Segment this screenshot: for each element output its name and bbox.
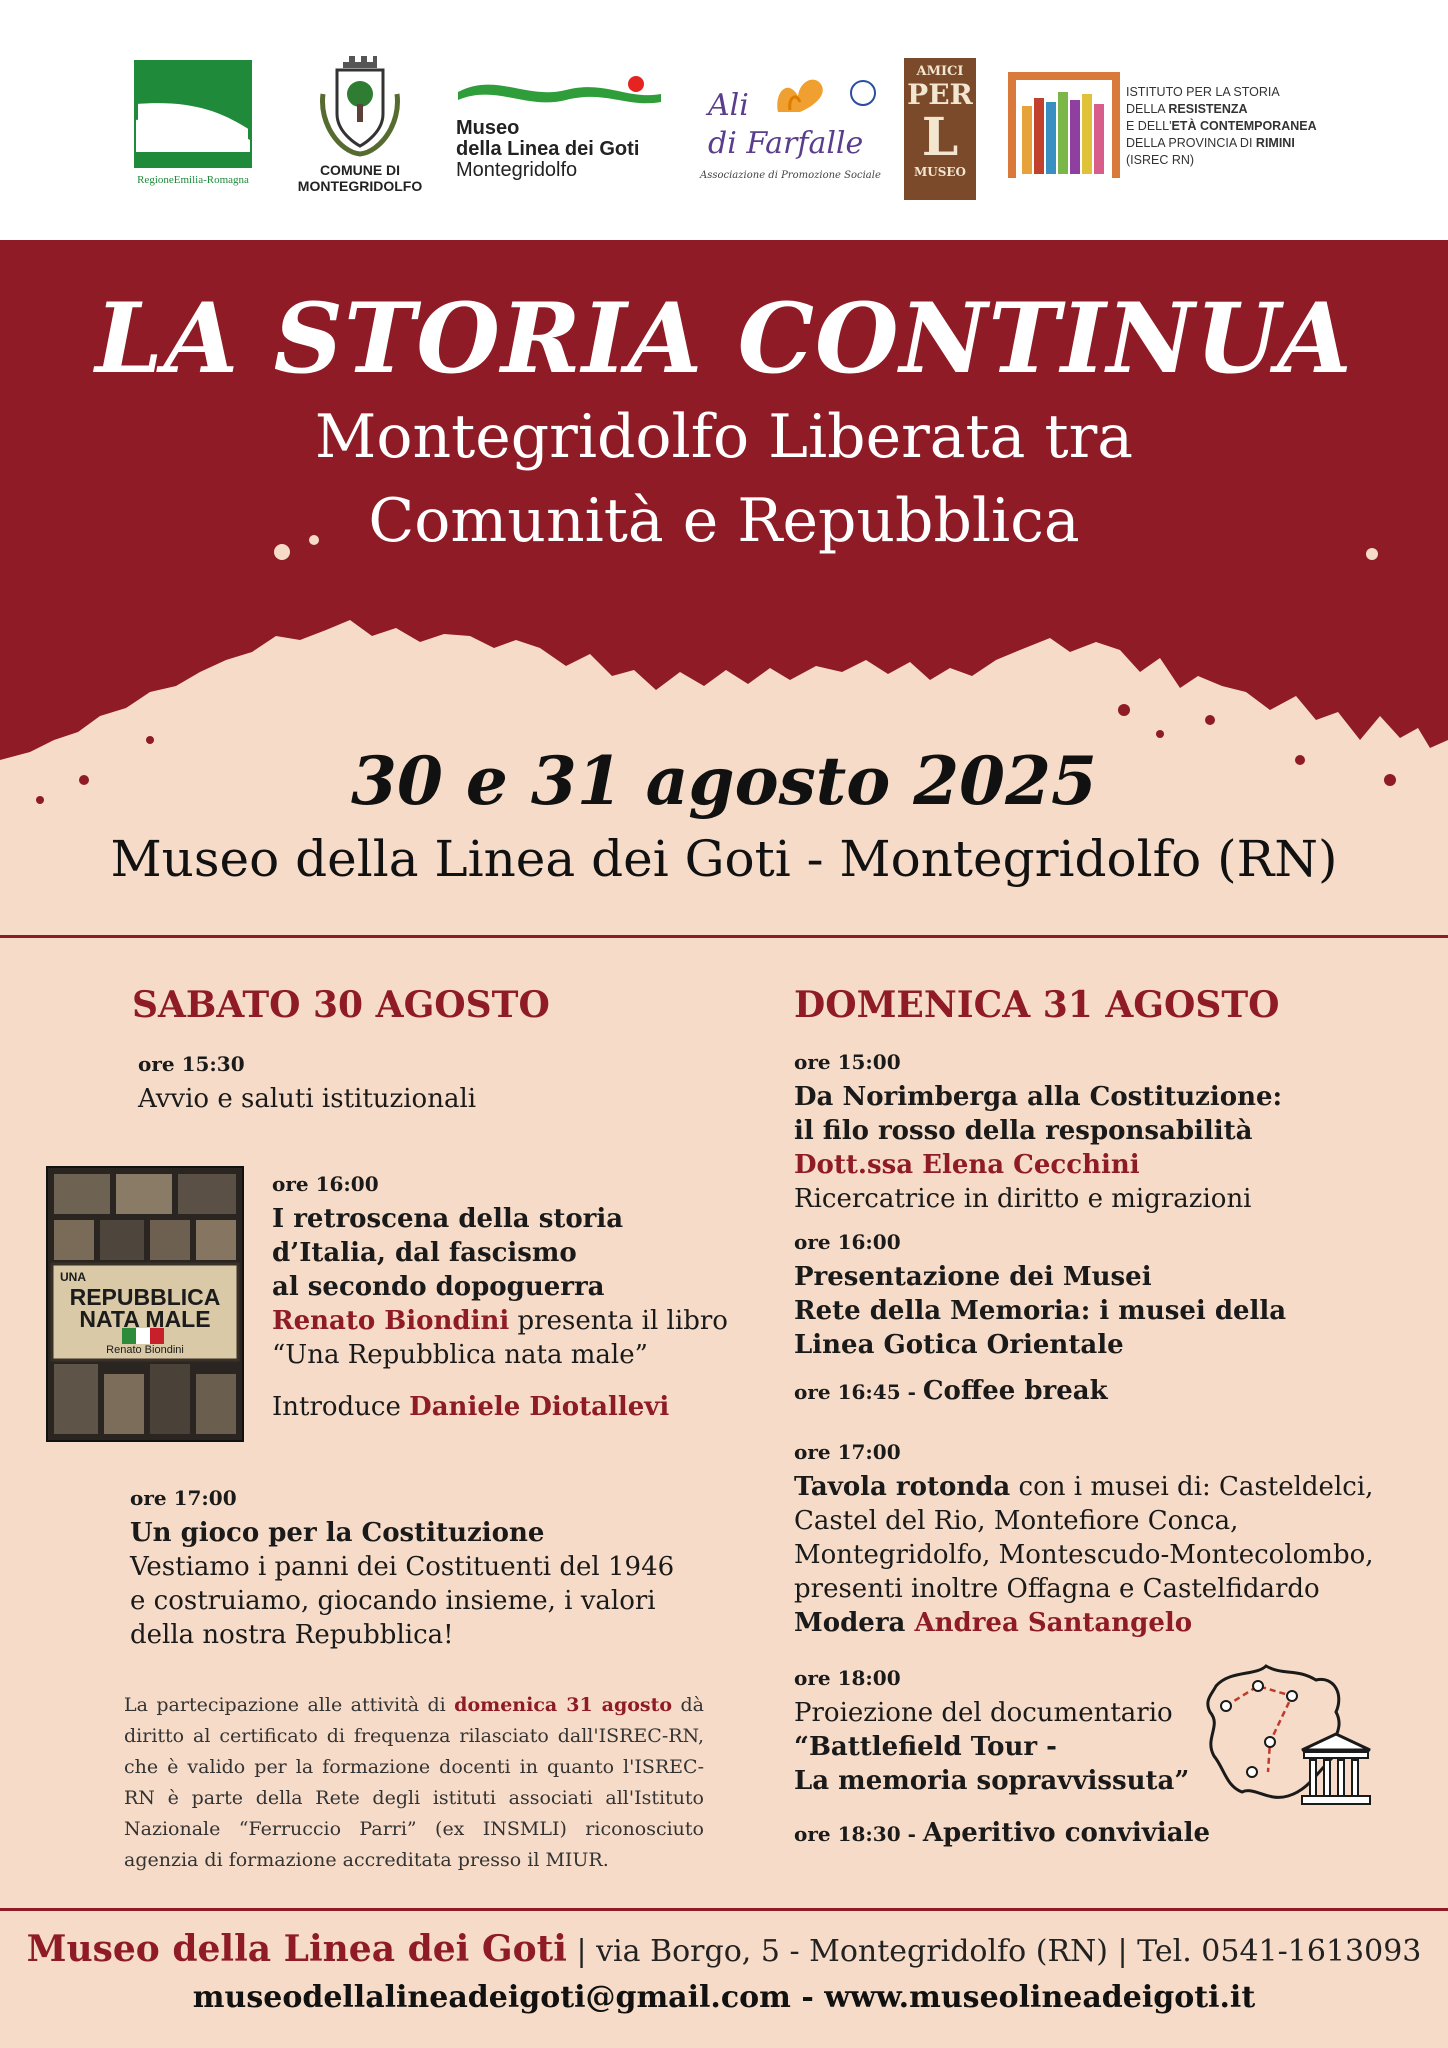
sun-1600-line2: Rete della Memoria: i musei della [794,1296,1287,1326]
sun-1700-moderator: Andrea Santangelo [914,1608,1193,1638]
amici-line1: AMICI [916,64,964,79]
sat-text-1530: Avvio e saluti istituzionali [138,1084,477,1114]
sun-1800-line3: La memoria sopravvissuta” [794,1766,1190,1796]
ali-label-line1: Ali [708,88,749,123]
book-cover-line2: REPUBBLICA [69,1284,221,1310]
green-wave-icon [456,70,676,114]
sat-event-1700 [130,1486,690,1652]
sat-1700-line2: e costruiamo, giocando insieme, i valori [130,1586,656,1616]
sun-1500-speaker: Dott.ssa Elena Cecchini [794,1150,1140,1180]
sat-1600-speaker-rest: presenta il libro [509,1306,728,1336]
isrec-line4-pre: DELLA PROVINCIA DI [1126,136,1256,150]
sun-1700-lead: Tavola rotonda [794,1472,1011,1502]
isrec-line2-pre: DELLA [1126,102,1169,116]
isrec-line5: (ISREC RN) [1126,153,1195,167]
isrec-books-icon [1008,72,1120,178]
note-post: dà diritto al certificato di frequenza rilasciato dall'ISREC-RN, che è valido per la formazione docenti in quanto l'ISREC-RN è parte della Rete degli istituti associati all'Istituto Nazionale “Ferruccio Parri” (ex INSMLI) riconosciuto agenzia di formazione accreditata presso il MIUR. [124,1694,704,1871]
event-date: 30 e 31 agosto 2025 [351,742,1097,820]
book-cover-image [46,1166,244,1442]
sat-1700-line1: Vestiamo i panni dei Costituenti del 1946 [130,1552,675,1582]
butterfly-hands-icon [770,72,830,122]
sat-1600-introducer: Daniele Diotallevi [409,1392,670,1422]
book-cover-line3: NATA MALE [79,1306,211,1332]
sat-time-1600: ore 16:00 [272,1172,379,1196]
amici-per-il-museo-logo [904,58,976,200]
sun-1600-line1: Presentazione dei Musei [794,1262,1152,1292]
museo-label-line2: della Linea dei Goti [456,138,640,160]
ali-label-line3: Associazione di Promozione Sociale [700,170,881,181]
regione-label: RegioneEmilia-Romagna [137,174,249,186]
event-venue: Museo della Linea dei Goti - Montegridolfo (RN) [110,830,1338,888]
sat-event-1600 [272,1172,742,1424]
sun-1800-line1: Proiezione del documentario [794,1698,1173,1728]
comune-label-line1: COMUNE DI [319,162,401,178]
book-cover-line1: UNA [60,1270,86,1284]
sun-1500-role: Ricercatrice in diritto e migrazioni [794,1184,1252,1214]
note-highlight: domenica 31 agosto [454,1694,673,1716]
sat-1700-title: Un gioco per la Costituzione [130,1518,545,1548]
isrec-line3-bold: ETÀ CONTEMPORANEA [1171,119,1317,133]
regione-emilia-romagna-logo [134,60,252,184]
sat-1600-speaker: Renato Biondini [272,1306,510,1336]
sun-1700-line3: Montegridolfo, Montescudo-Montecolombo, [794,1540,1374,1570]
certificate-note [124,1690,704,1876]
sun-time-1700: ore 17:00 [794,1440,901,1464]
amici-line3: L [921,107,959,168]
isrec-line2-bold: RESISTENZA [1168,102,1248,116]
sat-event-1530 [138,1052,476,1116]
sun-event-1500 [794,1050,1414,1216]
ali-di-farfalle-logo [700,66,890,196]
sat-1600-book-title: “Una Repubblica nata male” [272,1340,648,1370]
sun-1700-line1-rest: con i musei di: Casteldelci, [1010,1472,1374,1502]
saturday-title: SABATO 30 AGOSTO [132,984,550,1026]
isrec-line3-pre: E DELL' [1126,119,1172,133]
sun-event-1830 [794,1816,1414,1850]
note-pre: La partecipazione alle attività di [124,1694,455,1716]
museo-label-line3: Montegridolfo [456,159,578,181]
book-cover-author: Renato Biondini [106,1344,184,1356]
sun-1700-moderator-label: Modera [794,1608,915,1638]
regione-flag-icon [134,60,252,168]
coat-of-arms-icon [315,54,405,158]
adoi-badge-icon [850,80,876,106]
sun-1600-line3: Linea Gotica Orientale [794,1330,1124,1360]
amici-line4: MUSEO [913,165,966,179]
footer-contacts: museodellalineadeigoti@gmail.com - www.museolineadeigoti.it [192,1980,1256,2015]
event-subtitle-line1: Montegridolfo Liberata tra [314,402,1134,472]
partner-logos-strip [0,0,1448,240]
sat-1700-line3: della nostra Repubblica! [130,1620,454,1650]
sun-time-1800: ore 18:00 [794,1666,901,1690]
sun-1645-label: Coffee break [922,1376,1108,1406]
isrec-rn-logo [1008,72,1348,182]
sun-event-1700 [794,1440,1434,1640]
comune-label-line2: MONTEGRIDOLFO [297,178,423,194]
ali-label-line2: di Farfalle [708,126,864,161]
bottom-divider [0,1908,1448,1911]
sun-time-1830: ore 18:30 - [794,1822,923,1846]
map-museum-icon [1196,1656,1376,1816]
sun-time-1600: ore 16:00 [794,1230,901,1254]
sat-1600-title-line1: I retroscena della storia [272,1204,624,1234]
footer-address [0,1928,1448,1970]
sun-time-1645: ore 16:45 - [794,1380,923,1404]
isrec-line4-bold: RIMINI [1255,136,1295,150]
museo-label-line1: Museo [456,117,520,139]
comune-montegridolfo-logo [286,54,434,194]
sun-1830-label: Aperitivo conviviale [922,1818,1211,1848]
sat-1600-introduce-label: Introduce [272,1392,410,1422]
sat-1600-title-line3: al secondo dopoguerra [272,1272,605,1302]
sun-1800-line2: “Battlefield Tour - [794,1732,1057,1762]
event-subtitle-line2: Comunità e Repubblica [368,486,1080,556]
sun-event-1645 [794,1374,1414,1408]
isrec-line1: ISTITUTO PER LA STORIA [1126,85,1280,99]
sat-time-1700: ore 17:00 [130,1486,237,1510]
sun-event-1800 [794,1666,1214,1798]
museo-linea-goti-logo [456,70,686,190]
sunday-title: DOMENICA 31 AGOSTO [794,984,1280,1026]
sun-1500-line1: Da Norimberga alla Costituzione: [794,1082,1283,1112]
sat-1600-title-line2: d’Italia, dal fascismo [272,1238,577,1268]
sat-time-1530: ore 15:30 [138,1052,245,1076]
sun-1500-line2: il filo rosso della responsabilità [794,1116,1253,1146]
sun-time-1500: ore 15:00 [794,1050,901,1074]
footer-address-text: | via Borgo, 5 - Montegridolfo (RN) | Tel. 0541-1613093 [566,1934,1422,1969]
sun-1700-line4: presenti inoltre Offagna e Castelfidardo [794,1574,1320,1604]
footer-museum-name: Museo della Linea dei Goti [26,1928,567,1970]
sun-event-1600 [794,1230,1414,1362]
sun-1700-line2: Castel del Rio, Montefiore Conca, [794,1506,1239,1536]
top-divider [0,935,1448,938]
amici-line2: PER [907,78,973,111]
event-title: LA STORIA CONTINUA [95,282,1353,395]
